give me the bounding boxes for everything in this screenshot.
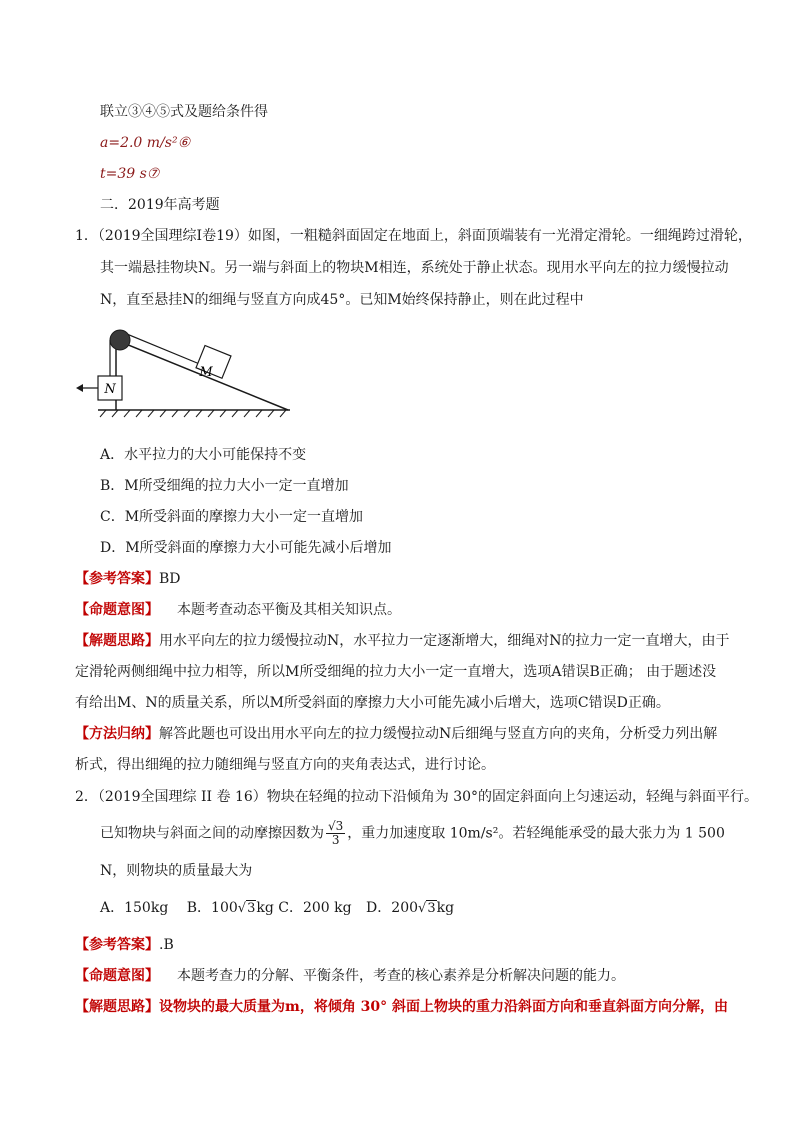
q2-answer-line: [75, 936, 174, 954]
q1-thought-line2: 定滑轮两侧细绳中拉力相等，所以M所受细绳的拉力大小一定一直增大，选项A错误B正确； 由于题述没: [75, 664, 717, 680]
q1-method-line2: 析式，得出细绳的拉力随细绳与竖直方向的夹角表达式，进行讨论。: [75, 757, 495, 773]
q1-method-text1: 解答此题也可设出用水平向左的拉力缓慢拉动N后细绳与竖直方向的夹角，分析受力列出解: [159, 726, 718, 742]
q1-stem-line3: N，直至悬挂N的细绳与竖直方向成45°。已知M始终保持静止，则在此过程中: [100, 292, 584, 308]
section-title: 二．2019年高考题: [100, 197, 220, 213]
pull-arrow-head: [76, 384, 83, 392]
q2-option-c: C．200 kg: [278, 900, 352, 916]
q2-thought-tag: 【解题思路】: [75, 999, 159, 1015]
q2-stem-line3: N，则物块的质量最大为: [100, 863, 253, 879]
q1-option-d: D．M所受斜面的摩擦力大小可能先减小后增加: [100, 540, 392, 556]
q1-thought-line3: 有给出M、N的质量关系，所以M所受斜面的摩擦力大小可能先减小后增大，选项C错误D正确。: [75, 695, 670, 711]
friction-coefficient-fraction: [326, 820, 345, 847]
q2-answer-value: .B: [159, 937, 174, 953]
q1-thought-text1: 用水平向左的拉力缓慢拉动N，水平拉力一定逐渐增大，细绳对N的拉力一定一直增大，由于: [159, 633, 730, 649]
q2-option-d: D．200√3kg: [366, 900, 455, 916]
q1-intent-tag: 【命题意图】: [75, 602, 159, 618]
equation-a: a=2.0 m/s²⑥: [100, 135, 191, 151]
q1-thought-line1: [75, 632, 730, 650]
fraction-denominator: 3: [331, 833, 340, 847]
q1-answer-line: [75, 570, 181, 588]
q1-answer-value: BD: [159, 571, 181, 587]
q2-answer-tag: 【参考答案】: [75, 937, 159, 953]
fraction-numerator: √3: [328, 819, 344, 833]
q1-stem-line1: 1．（2019全国理综I卷19）如图，一粗糙斜面固定在地面上，斜面顶端装有一光滑定滑轮。一细绳跨过滑轮，: [75, 228, 752, 244]
equation-t: t=39 s⑦: [100, 166, 160, 182]
q2-option-b: B．100√3kg: [186, 900, 274, 916]
q2-stem-line2-post: ，重力加速度取 10m/s²。若轻绳能承受的最大张力为 1 500: [347, 825, 725, 842]
q2-stem-line2: [100, 820, 725, 847]
q1-option-b: B．M所受细绳的拉力大小一定一直增加: [100, 478, 349, 494]
block-m-label: M: [199, 365, 213, 380]
ground-hatching: [100, 410, 286, 417]
q2-options-line: [100, 899, 454, 918]
q2-intent-tag: 【命题意图】: [75, 968, 159, 984]
q1-method-tag: 【方法归纳】: [75, 726, 159, 742]
q2-intent-line: [75, 967, 625, 985]
q1-answer-tag: 【参考答案】: [75, 571, 159, 587]
q1-option-a: A．水平拉力的大小可能保持不变: [100, 447, 307, 463]
q1-intent-text: 本题考查动态平衡及其相关知识点。: [177, 602, 401, 618]
q2-thought-line1: [75, 998, 728, 1016]
q1-option-c: C．M所受斜面的摩擦力大小一定一直增加: [100, 509, 364, 525]
pulley: [110, 330, 130, 350]
incline-pulley-diagram: [70, 318, 300, 428]
rope-to-m: [122, 332, 202, 365]
q1-stem-line2: 其一端悬挂物块N。另一端与斜面上的物块M相连，系统处于静止状态。现用水平向左的拉力缓慢拉动: [100, 260, 729, 276]
block-n-label: N: [104, 382, 116, 397]
q1-method-line1: [75, 725, 717, 743]
q1-intent-line: [75, 601, 401, 619]
combine-line: 联立③④⑤式及题给条件得: [100, 104, 268, 120]
q2-stem-line1: 2．（2019全国理综 II 卷 16）物块在轻绳的拉动下沿倾角为 30°的固定斜面向上匀速运动，轻绳与斜面平行。: [75, 789, 759, 805]
q1-thought-tag: 【解题思路】: [75, 633, 159, 649]
q2-stem-line2-pre: 已知物块与斜面之间的动摩擦因数为: [100, 825, 324, 842]
q2-thought-text1: 设物块的最大质量为m，将倾角 30° 斜面上物块的重力沿斜面方向和垂直斜面方向分解，由: [159, 999, 729, 1015]
q2-option-a: A．150kg: [100, 900, 169, 916]
q2-intent-text: 本题考查力的分解、平衡条件，考查的核心素养是分析解决问题的能力。: [177, 968, 625, 984]
